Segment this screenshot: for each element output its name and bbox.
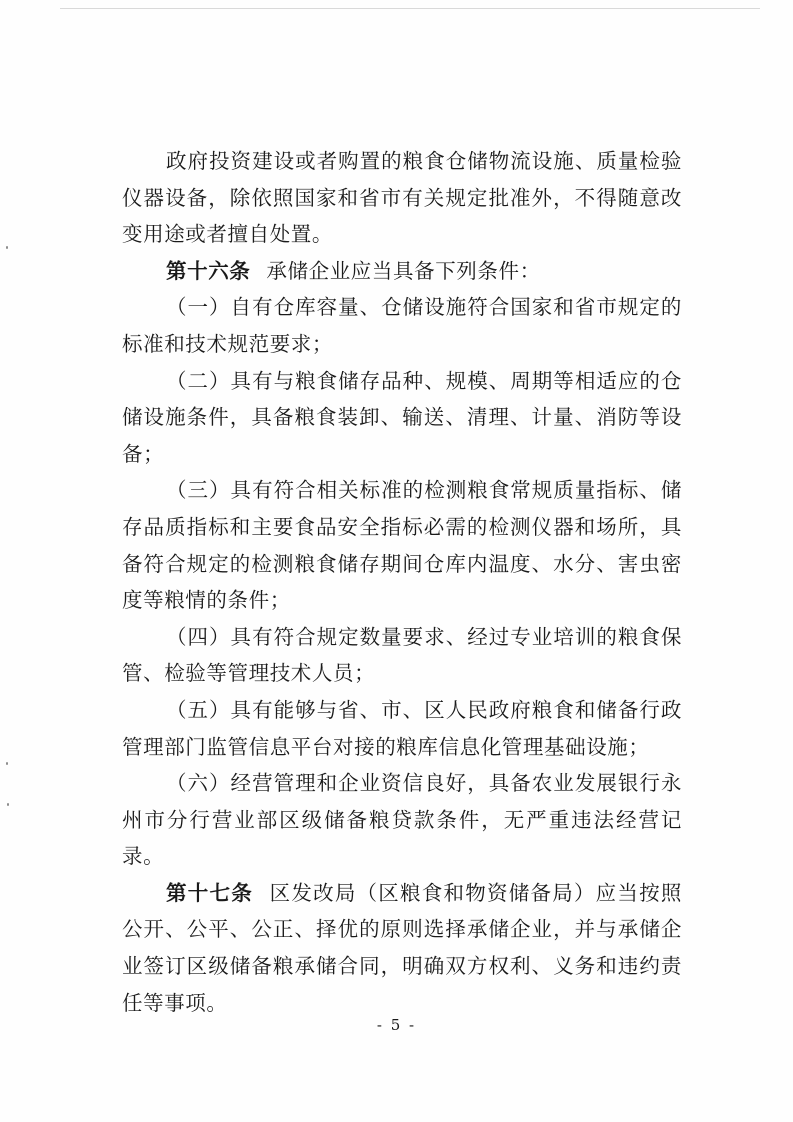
paragraph-text: 政府投资建设或者购置的粮食仓储物流设施、质量检验仪器设备，除依照国家和省市有关规定批准外，不得随意改变用途或者擅自处置。 xyxy=(122,149,682,247)
article-heading: 第十六条 xyxy=(166,258,251,283)
paragraph-land-facilities xyxy=(122,143,682,253)
article-heading: 第十七条 xyxy=(166,880,253,905)
paragraph-text: （五）具有能够与省、市、区人民政府粮食和储备行政管理部门监管信息平台对接的粮库信息化管理基础设施； xyxy=(122,697,682,759)
paragraph-text: （二）具有与粮食储存品种、规模、周期等相适应的仓储设施条件，具备粮食装卸、输送、清理、计量、消防等设备； xyxy=(122,368,682,466)
article-17 xyxy=(122,875,682,1021)
condition-item-6 xyxy=(122,765,682,875)
condition-item-1 xyxy=(122,289,682,362)
paragraph-text: （四）具有符合规定数量要求、经过专业培训的粮食保管、检验等管理技术人员； xyxy=(122,624,682,686)
condition-item-3 xyxy=(122,472,682,618)
paragraph-text: 承储企业应当具备下列条件： xyxy=(266,258,541,283)
top-edge-line xyxy=(60,8,760,9)
scan-speck xyxy=(6,246,8,249)
paragraph-text: （三）具有符合相关标准的检测粮食常规质量指标、储存品质指标和主要食品安全指标必需的检测仪器和场所，具备符合规定的检测粮食储存期间仓库内温度、水分、害虫密度等粮情的条件； xyxy=(122,478,682,613)
paragraph-text: （一）自有仓库容量、仓储设施符合国家和省市规定的标准和技术规范要求； xyxy=(122,295,682,356)
scan-speck xyxy=(7,803,9,806)
paragraph-text: 区发改局（区粮食和物资储备局）应当按照公开、公平、公正、择优的原则选择承储企业，并与承储企业签订区级储备粮承储合同，明确双方权利、义务和违约责任等事项。 xyxy=(122,880,683,1015)
scan-speck xyxy=(6,762,8,765)
paragraph-text: （六）经营管理和企业资信良好，具备农业发展银行永州市分行营业部区级储备粮贷款条件，无严重违法经营记录。 xyxy=(122,771,682,869)
condition-item-5 xyxy=(122,692,682,765)
condition-item-2 xyxy=(122,363,682,473)
condition-item-4 xyxy=(122,619,682,692)
page-number: - 5 - xyxy=(376,1016,417,1034)
article-16 xyxy=(122,253,682,290)
body-text xyxy=(122,143,682,1021)
